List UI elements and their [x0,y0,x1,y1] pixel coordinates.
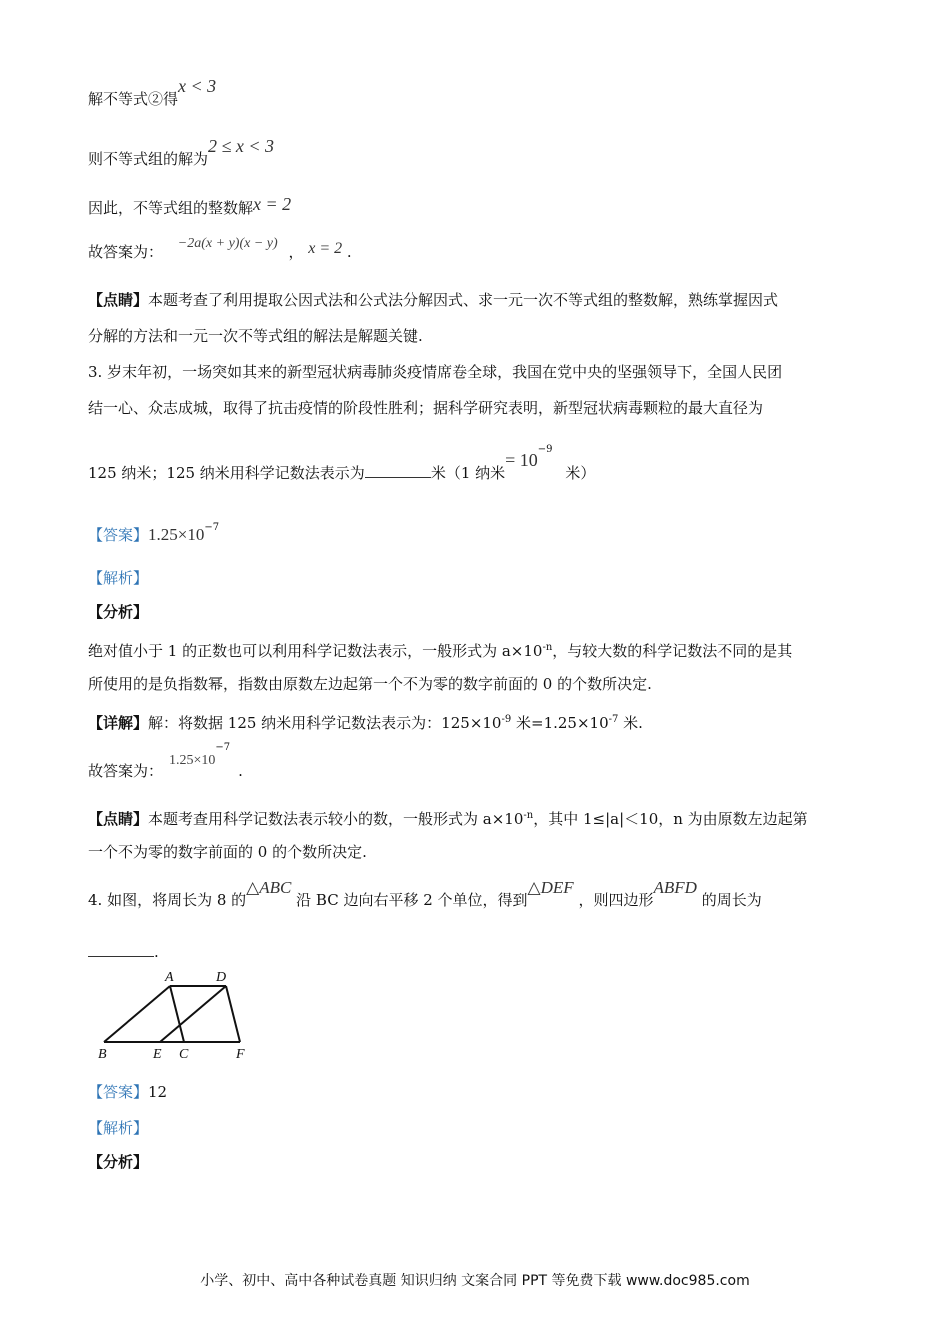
q4-answer [88,1082,167,1102]
exponent: -7 [608,714,619,725]
text: . [238,762,243,780]
answer-blank [88,942,154,957]
solution-line [88,136,275,169]
math-expression: x = 2 [308,240,343,257]
exponent: -n [542,642,553,653]
line-ac [170,986,184,1042]
text: 125 纳米；125 纳米用科学记数法表示为 [88,464,365,482]
text: 4. 如图，将周长为 8 的 [88,891,247,909]
text: ， [288,243,304,261]
text: ，其中 1≤|a|＜10，n 为由原数左边起第 [533,810,808,828]
label-d: D [216,970,227,985]
q3-answer [88,522,219,545]
exponent: -n [523,810,534,821]
line-ba [104,986,170,1042]
text: 解不等式②得 [88,90,179,108]
q4-fenxi [88,1152,148,1172]
exponent: -9 [501,714,512,725]
comment-tag: 【点睛】 [88,810,149,828]
text: 米） [565,464,596,482]
line-df [226,986,240,1042]
text: 本题考查了利用提取公因式法和公式法分解因式、求一元一次不等式组的整数解，熟练掌握因式 [148,291,779,309]
label-c: C [179,1047,189,1062]
analysis-tag: 【解析】 [88,569,149,587]
comment-line-2 [88,326,423,346]
q3-gu-answer [88,742,243,783]
text: 解：将数据 125 纳米用科学记数法表示为：125×10 [148,714,502,732]
integer-solution-line [88,194,292,218]
analysis-tag: 【解析】 [88,1119,149,1137]
label-b: B [98,1047,107,1062]
math-expression: △ABC [246,878,292,897]
text: 所使用的是负指数幂，指数由原数左边起第一个不为零的数字前面的 0 的个数所决定. [88,675,652,693]
text: 沿 BC 边向右平移 2 个单位，得到 [296,891,528,909]
fenxi-tag: 【分析】 [88,603,149,621]
answer-line [88,236,352,264]
q3-line-3 [88,444,596,483]
label-a: A [165,970,174,985]
parallelogram-figure [90,968,260,1064]
text: 米=1.25×10 [511,714,609,732]
text: . [154,943,159,961]
text: 因此，不等式组的整数解 [88,199,254,217]
q3-comment-line-1 [88,806,808,829]
q3-detail [88,710,643,733]
math-expression: ABFD [653,878,697,897]
q3-fenxi-line-1 [88,638,792,661]
q3-line-1 [88,362,782,382]
text: 的周长为 [701,891,762,909]
q3-fenxi [88,602,148,622]
text: ，则四边形 [578,891,654,909]
q3-comment-line-2 [88,842,367,862]
comment-line-1 [88,290,778,310]
text: 3. 岁末年初，一场突如其来的新型冠状病毒肺炎疫情席卷全球，我国在党中央的坚强领导下，全国人民团 [88,363,783,381]
text: 一个不为零的数字前面的 0 的个数所决定. [88,843,367,861]
math-expression: −2a(x + y)(x − y) [177,236,278,251]
exponent: −9 [537,444,553,455]
q3-line-2 [88,398,763,418]
math-expression: x < 3 [178,76,217,96]
solve-line [88,76,217,109]
math-expression: 2 ≤ x < 3 [208,136,275,156]
figure-lines [104,986,240,1042]
text: 绝对值小于 1 的正数也可以利用科学记数法表示，一般形式为 a×10 [88,642,543,660]
label-e: E [153,1047,162,1062]
text: 米. [618,714,643,732]
q3-analysis [88,568,148,588]
q4-blank-line [88,942,159,962]
text: . [346,243,352,261]
q3-fenxi-line-2 [88,674,652,694]
text: 米（1 纳米 [430,464,506,482]
detail-tag: 【详解】 [88,714,149,732]
fenxi-tag: 【分析】 [88,1153,149,1171]
text: 结一心、众志成城，取得了抗击疫情的阶段性胜利；据科学研究表明，新型冠状病毒颗粒的最大直径为 [88,399,764,417]
text: 故答案为： [88,243,164,261]
comment-tag: 【点睛】 [88,291,149,309]
answer-value: 12 [148,1083,168,1101]
text: 则不等式组的解为 [88,150,209,168]
page-footer: 小学、初中、高中各种试卷真题 知识归纳 文案合同 PPT 等免费下载 www.doc985.com [200,1273,750,1289]
answer-value: 1.25×10 [148,525,205,544]
answer-tag: 【答案】 [88,1083,149,1101]
text: ，与较大数的科学记数法不同的是其 [552,642,793,660]
math-expression: = 10 [505,450,538,470]
answer-tag: 【答案】 [88,526,149,544]
q4-analysis [88,1118,148,1138]
exponent: −7 [204,522,220,533]
answer-blank [365,463,431,478]
label-f: F [236,1047,245,1062]
q4-line-1 [88,878,762,910]
line-ed [160,986,226,1042]
math-expression: x = 2 [253,194,292,214]
exponent: −7 [215,742,231,753]
text: 故答案为： [88,762,164,780]
math-expression: △DEF [527,878,574,897]
math-expression: 1.25×10 [169,753,216,768]
text: 本题考查用科学记数法表示较小的数，一般形式为 a×10 [148,810,524,828]
text: 分解的方法和一元一次不等式组的解法是解题关键. [88,327,423,345]
